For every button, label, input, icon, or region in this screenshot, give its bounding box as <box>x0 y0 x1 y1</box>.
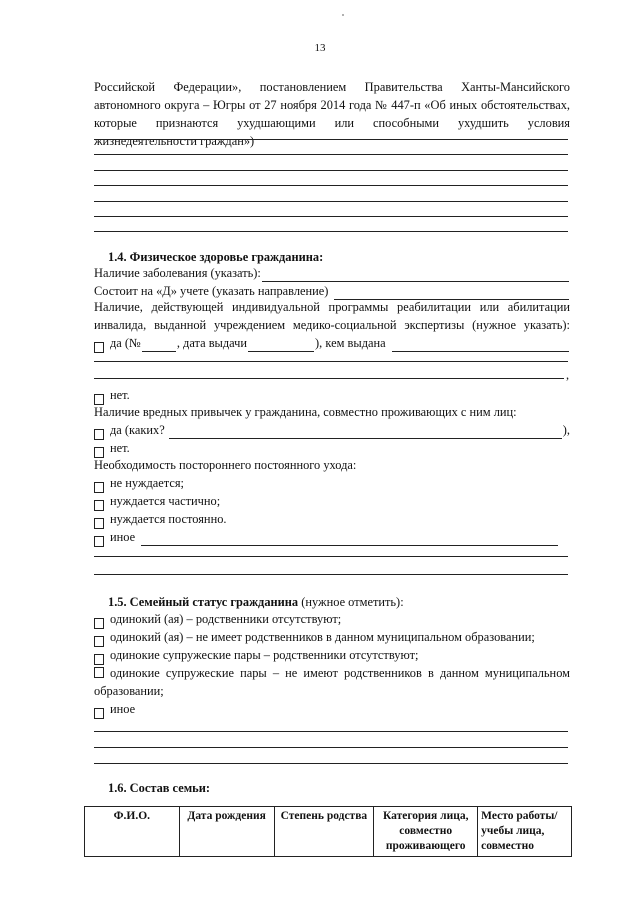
habits-no-row <box>94 439 570 457</box>
blank-line[interactable] <box>94 731 568 732</box>
habits-yes-close: ), <box>562 423 570 437</box>
checkbox[interactable] <box>94 536 104 547</box>
blank-line[interactable] <box>94 216 568 217</box>
dispensary-label: Состоит на «Д» учете (указать направление) <box>94 284 329 298</box>
family-status-label: одинокий (ая) – родственники отсутствуют; <box>110 612 342 626</box>
program-date-field[interactable] <box>248 339 314 352</box>
care-label-row <box>94 456 570 474</box>
blank-line[interactable] <box>94 378 564 379</box>
habits-yes-label: да (каких? <box>110 423 165 437</box>
section-1-5-heading <box>108 593 404 611</box>
care-option <box>94 492 570 510</box>
section-1-4-title: 1.4. Физическое здоровье гражданина: <box>108 250 324 264</box>
habits-label-row <box>94 403 570 421</box>
habits-yes-row <box>94 421 570 439</box>
family-status-other-row <box>94 700 570 718</box>
family-status-other-label: иное <box>110 702 136 716</box>
column-header-category: Категория лица, совместно проживающего <box>374 807 478 857</box>
program-yes-label: да (№ <box>110 336 141 350</box>
page-number: 13 <box>314 42 326 54</box>
care-option-label: нуждается частично; <box>110 494 221 508</box>
blank-line[interactable] <box>94 154 568 155</box>
section-1-5-note: (нужное отметить): <box>298 595 404 609</box>
checkbox[interactable] <box>94 667 104 678</box>
section-1-5-title: 1.5. Семейный статус гражданина <box>108 595 299 609</box>
blank-line[interactable] <box>94 747 568 748</box>
family-status-option <box>94 646 570 664</box>
care-label: Необходимость постороннего постоянного ухода: <box>94 458 357 472</box>
family-status-label: одинокие супружеские пары – не имеют родственников в данном муниципальном образовании; <box>94 666 570 698</box>
table-header-row <box>85 807 572 857</box>
program-text: Наличие, действующей индивидуальной программы реабилитации или абилитации инвалида, выданной учреждением медико-социальной экспертизы (нужное указать): <box>94 300 570 332</box>
habits-field[interactable] <box>169 426 562 439</box>
trailing-comma: , <box>566 368 570 382</box>
checkbox[interactable] <box>94 708 104 719</box>
disease-row <box>94 264 570 282</box>
blank-line[interactable] <box>94 185 568 186</box>
care-option-label: не нуждается; <box>110 476 184 490</box>
care-option <box>94 510 570 528</box>
family-composition-table <box>84 806 572 857</box>
care-option <box>94 474 570 492</box>
care-other-row <box>94 528 570 546</box>
family-status-label: одинокие супружеские пары – родственники отсутствуют; <box>110 648 419 662</box>
column-header-birth-date: Дата рождения <box>179 807 274 857</box>
care-option-label: нуждается постоянно. <box>110 512 227 526</box>
family-status-option <box>94 628 570 646</box>
blank-line[interactable] <box>94 556 568 557</box>
intro-paragraph: Российской Федерации», постановлением Правительства Ханты-Мансийского автономного округа – Югры от 27 ноября 2014 года № 447-п «Об иных обстоятельствах, которые признаются ухудшающими или способными ухудшить условия жизнедеятельности граждан») <box>94 80 570 148</box>
family-status-option-long <box>94 664 570 700</box>
section-1-6-title: 1.6. Состав семьи: <box>108 781 210 795</box>
program-no-label: нет. <box>110 388 130 402</box>
program-no-row <box>94 386 570 404</box>
program-date-label: , дата выдачи <box>176 336 248 350</box>
checkbox[interactable] <box>94 342 104 353</box>
blank-line[interactable] <box>94 231 568 232</box>
column-header-workplace: Место работы/учебы лица, совместно <box>478 807 572 857</box>
program-issued-field[interactable] <box>392 339 569 352</box>
habits-no-label: нет. <box>110 441 130 455</box>
program-yes-row <box>94 334 570 352</box>
care-other-label: иное <box>110 530 136 544</box>
disease-label: Наличие заболевания (указать): <box>94 266 261 280</box>
blank-line[interactable] <box>94 201 568 202</box>
habits-label: Наличие вредных привычек у гражданина, совместно проживающих с ним лиц: <box>94 405 517 419</box>
blank-line[interactable] <box>94 139 568 140</box>
blank-line[interactable] <box>94 763 568 764</box>
care-other-field[interactable] <box>141 533 558 546</box>
column-header-name: Ф.И.О. <box>85 807 180 857</box>
blank-line[interactable] <box>94 361 568 362</box>
disease-field[interactable] <box>262 269 569 282</box>
program-issued-label: ), кем выдана <box>315 336 386 350</box>
program-number-field[interactable] <box>142 339 176 352</box>
blank-line[interactable] <box>94 170 568 171</box>
family-status-label: одинокий (ая) – не имеет родственников в данном муниципальном образовании; <box>110 630 535 644</box>
blank-line[interactable] <box>94 574 568 575</box>
family-status-option <box>94 610 570 628</box>
column-header-relationship: Степень родства <box>274 807 374 857</box>
scan-speck <box>342 14 344 16</box>
